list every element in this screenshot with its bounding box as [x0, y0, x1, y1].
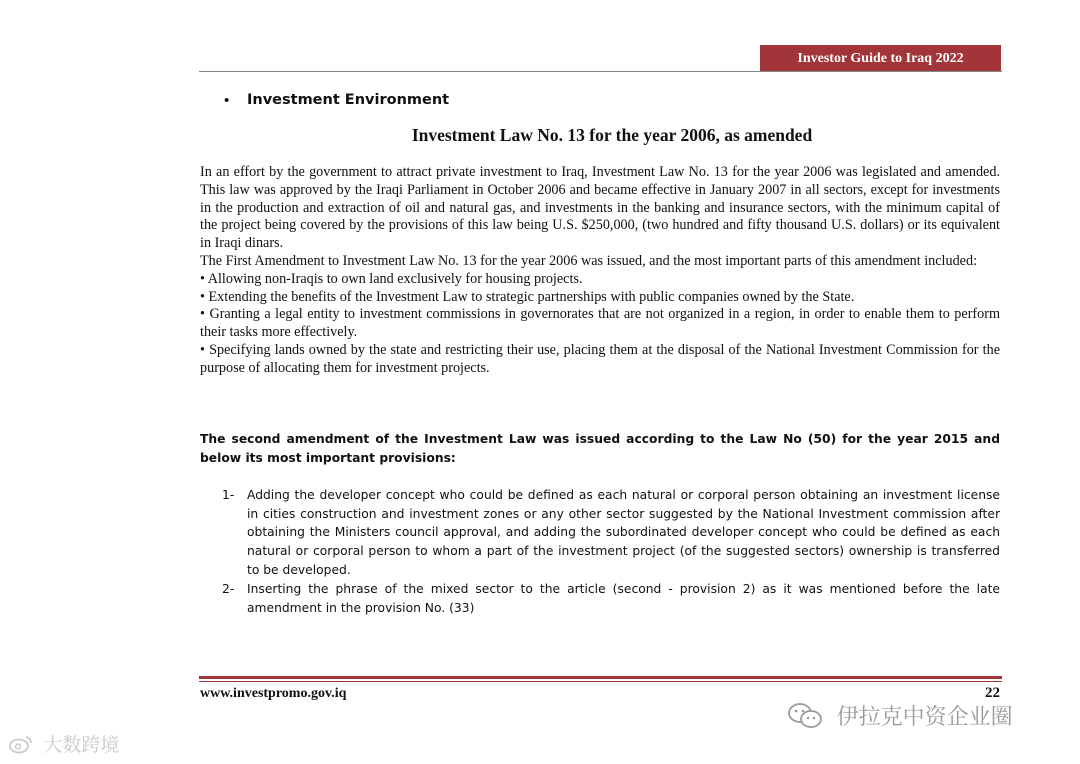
intro-paragraph: In an effort by the government to attract private investment to Iraq, Investment Law No. 13 for the year 2006 was legislated and amended. This law was approved by the Iraqi Parliament in October 2006 and became effective in January 2007 in all sectors, except for investments in the production and extraction of oil and natural gas, and investments in the banking and insurance sectors, with the minimum capital of the project being covered by the provisions of this law being U.S. $250,000, (two hundred and fifty thousand U.S. dollars) or its equivalent in Iraqi dinars.	[200, 164, 1000, 252]
header-rule	[199, 71, 1002, 72]
page-number: 22	[985, 685, 1000, 701]
watermark-left-text: 大数跨境	[43, 734, 120, 756]
provision-number: 2-	[222, 582, 235, 596]
first-amendment-item: • Allowing non-Iraqis to own land exclusively for housing projects.	[200, 270, 583, 287]
second-amendment-heading: The second amendment of the Investment Law was issued according to the Law No (50) for the year 2015 and below its most important provisions:	[200, 432, 1000, 465]
footer-rule-thin	[199, 681, 1002, 682]
first-amendment-item: • Granting a legal entity to investment commissions in governorates that are not organized in a region, in order to enable them to perform their tasks more effectively.	[200, 306, 1000, 341]
watermark-right-text: 伊拉克中资企业圈	[836, 705, 1013, 730]
law-title: Investment Law No. 13 for the year 2006, as amended	[411, 125, 813, 145]
first-amendment-block	[200, 164, 1000, 378]
first-amendment-intro: The First Amendment to Investment Law No. 13 for the year 2006 was issued, and the most important parts of this amendment included:	[200, 252, 978, 269]
provision-text: Adding the developer concept who could be defined as each natural or corporal person obtaining an investment license in cities construction and investment zones or any other sector suggested by the National Investment commission after obtaining the Ministers council approval, and adding the subordinated developer concept who could be defined as each natural or corporal person to whom a part of the investment project (of the suggested sectors) ownership is transferred to be developed.	[247, 488, 1000, 577]
watermark-left	[8, 730, 119, 757]
footer-rule	[199, 676, 1002, 679]
provision-item-1	[222, 486, 1000, 580]
provision-number: 1-	[222, 488, 235, 502]
header-tab: Investor Guide to Iraq 2022	[760, 45, 1001, 72]
provision-item-2	[222, 580, 1000, 617]
weibo-logo-icon	[8, 736, 39, 756]
first-amendment-item: • Extending the benefits of the Investment Law to strategic partnerships with public companies owned by the State.	[200, 288, 855, 305]
first-amendment-item: • Specifying lands owned by the state and restricting their use, placing them at the disposal of the National Investment Commission for the purpose of allocating them for investment projects.	[200, 341, 1000, 376]
wechat-logo-icon	[787, 702, 831, 730]
section-bullet: •	[224, 92, 230, 109]
section-heading: Investment Environment	[247, 92, 450, 108]
footer-url[interactable]: www.investpromo.gov.iq	[200, 686, 347, 701]
provision-text: Inserting the phrase of the mixed sector to the article (second - provision 2) as it was mentioned before the late amendment in the provision No. (33)	[247, 582, 1000, 615]
watermark-right	[787, 700, 1013, 731]
